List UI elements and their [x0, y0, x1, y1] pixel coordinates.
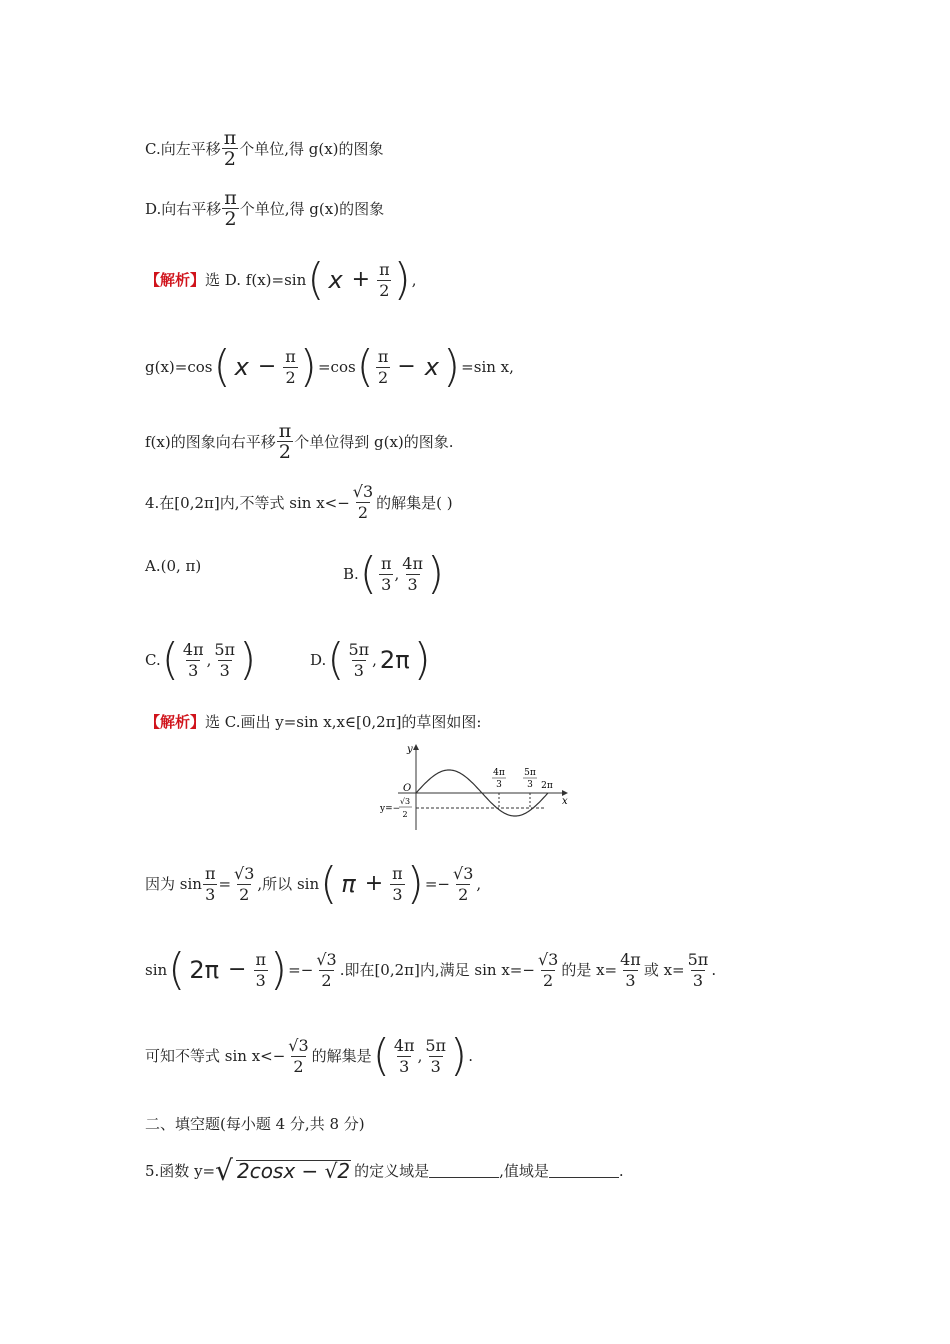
tick-label-3: 2π — [541, 781, 553, 791]
because-line-2: sin ( 2π − $\frac{\pi}{3}$ ) =− $\frac{√3}{2}$ .即在[0,2π]内,满足 sin x=− $\frac{√3}{2}$ 的是 x= $\frac{4\pi}{3}$ 或 x= $\frac{5\pi}{3}$ . — [145, 944, 717, 995]
option-d-line: D.向右平移 $\frac{\pi}{2}$ 个单位,得 g(x)的图象 — [145, 187, 385, 230]
tick-label-1-num: 4π — [493, 768, 505, 778]
q4-option-c: C. ( $\frac{4\pi}{3}$ , $\frac{5\pi}{3}$ ) — [145, 634, 257, 685]
section-heading: 二、填空题(每小题 4 分,共 8 分) — [145, 1115, 365, 1133]
fraction: $\frac{\pi}{2}$ — [224, 187, 237, 230]
tick-label-2-num: 5π — [524, 768, 536, 778]
analysis-tag: 【解析】 — [145, 271, 206, 289]
tick-label-2-den: 3 — [527, 780, 533, 790]
level-den: 2 — [402, 810, 408, 819]
analysis-line-2: g(x)=cos ( x − $\frac{\pi}{2}$ ) =cos ( $\frac{\pi}{2}$ − x ) =sin x, — [145, 341, 514, 392]
fraction: $\frac{√3}{2}$ — [537, 949, 559, 990]
sqrt-sign: √ — [215, 1153, 233, 1187]
tick-label-1-den: 3 — [496, 780, 502, 790]
fraction: $\frac{√3}{2}$ — [288, 1035, 309, 1076]
conclusion-line: 可知不等式 sin x<− $\frac{√3}{2}$ 的解集是 ( $\frac{4\pi}{3}$ , $\frac{5\pi}{3}$ ) . — [145, 1030, 473, 1081]
q4-option-b: B. ( $\frac{\pi}{3}$ , $\frac{4\pi}{3}$ ) — [343, 548, 445, 599]
sine-graph — [376, 742, 576, 832]
radicand: 2cosx − √2 — [236, 1159, 351, 1183]
fraction: $\frac{√3}{2}$ — [316, 949, 337, 990]
option-c-line: C.向左平移 $\frac{\pi}{2}$ 个单位,得 g(x)的图象 — [145, 127, 384, 170]
x-axis-label: x — [562, 796, 568, 807]
question-4: 4.在[0,2π]内,不等式 sin x<− $\frac{√3}{2}$ 的解集是( ) — [145, 482, 453, 522]
origin-label: O — [403, 783, 412, 794]
fraction: $\frac{\pi}{3}$ — [204, 863, 216, 904]
fraction: $\frac{4\pi}{3}$ — [620, 949, 641, 990]
fraction: $\frac{\pi}{3}$ — [392, 863, 403, 904]
analysis-tag: 【解析】 — [145, 713, 206, 731]
fraction: $\frac{\pi}{2}$ — [379, 259, 390, 300]
because-line-1: 因为 sin $\frac{\pi}{3}$ = $\frac{√3}{2}$ ,所以 sin ( π + $\frac{\pi}{3}$ ) =− $\frac{√3}{2}$ , — [145, 858, 482, 909]
level-num: √3 — [399, 797, 411, 806]
fraction: $\frac{\pi}{2}$ — [223, 127, 237, 170]
fraction: $\frac{√3}{2}$ — [453, 863, 474, 904]
analysis-line-1: 【解析】 选 D. f(x)=sin ( x + $\frac{\pi}{2}$ ) , — [145, 254, 417, 305]
fraction: $\frac{\pi}{3}$ — [255, 949, 266, 990]
fraction: $\frac{\pi}{2}$ — [377, 346, 389, 387]
analysis-line-3: f(x)的图象向右平移 $\frac{\pi}{2}$ 个单位得到 g(x)的图象. — [145, 420, 454, 463]
q4-option-d: D. ( $\frac{5\pi}{3}$ , 2π ) — [310, 634, 431, 685]
level-prefix: y=− — [380, 804, 401, 814]
fraction: $\frac{4\pi}{3}$ — [182, 639, 204, 680]
fraction: $\frac{5\pi}{3}$ — [348, 639, 370, 680]
fraction: $\frac{√3}{2}$ — [352, 482, 374, 522]
question-5: 5.函数 y= √ 2cosx − √2 的定义域是 ,值域是 . — [145, 1153, 624, 1187]
fraction: $\frac{\pi}{2}$ — [278, 420, 292, 463]
fraction: $\frac{5\pi}{3}$ — [425, 1035, 447, 1076]
fraction: $\frac{√3}{2}$ — [234, 863, 255, 904]
y-axis-arrow — [413, 744, 419, 750]
fraction: $\frac{\pi}{2}$ — [285, 346, 296, 387]
fraction: $\frac{5\pi}{3}$ — [687, 949, 709, 990]
y-axis-label: y — [407, 744, 413, 755]
answer-blank-range[interactable] — [549, 1163, 619, 1178]
q4-option-a: A.(0, π) — [145, 557, 202, 575]
fraction: $\frac{5\pi}{3}$ — [214, 639, 236, 680]
fraction: $\frac{4\pi}{3}$ — [402, 553, 423, 594]
fraction: $\frac{4\pi}{3}$ — [393, 1035, 415, 1076]
analysis-line-4: 【解析】 选 C.画出 y=sin x,x∈[0,2π]的草图如图: — [145, 713, 482, 731]
fraction: $\frac{\pi}{3}$ — [380, 553, 392, 594]
answer-blank-domain[interactable] — [429, 1163, 499, 1178]
